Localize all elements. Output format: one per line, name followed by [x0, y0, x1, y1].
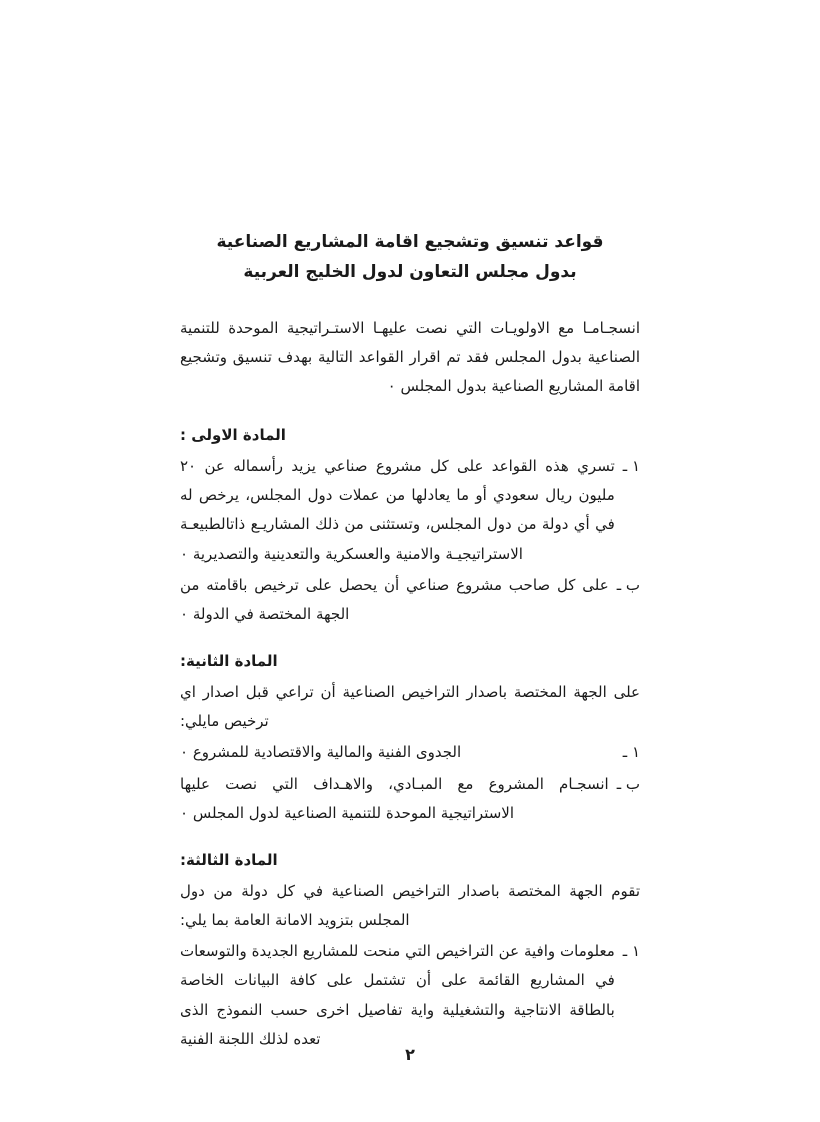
clause-text: معلومات وافية عن التراخيص التي منحت للمشاريع الجديدة والتوسعات في المشاريع القائمة على أن تشتمل على كافة البيانات الخاصة بالطاقة الانتاجية والتشغيلية واية تفاصيل اخرى حسب النموذج الذى تعده لذلك اللجنة الفنية [180, 942, 615, 1048]
preamble-paragraph: انسجـامـا مع الاولويـات التي نصت عليهـا الاستـراتيجية الموحدة للتنمية الصناعية بدول المجلس فقد تم اقرار القواعد التالية بهدف تنسيق وتشجيع اقامة المشاريع الصناعية بدول المجلس ٠ [180, 318, 640, 395]
page-title [180, 228, 640, 288]
section-heading-3: المادة الثالثة: [180, 851, 278, 869]
clause-1-a [180, 452, 640, 569]
section-heading-2: المادة الثانية: [180, 652, 278, 671]
page-number: ٢ [405, 1045, 415, 1064]
spacer [180, 405, 640, 411]
clause-marker: ب ـ [616, 774, 640, 793]
clause-text: الجدوى الفنية والمالية والاقتصادية للمشروع ٠ [180, 743, 462, 762]
page-title-line-1: قواعد تنسيق وتشجيع اقامة المشاريع الصناعية [216, 232, 604, 252]
section-2-intro: على الجهة المختصة باصدار التراخيص الصناعية أن تراعي قبل اصدار اي ترخيص مايلي: [180, 682, 640, 730]
page-title-line-2: بدول مجلس التعاون لدول الخليج العربية [243, 261, 577, 282]
clause-3-a [180, 937, 640, 1054]
clause-marker: ب ـ [616, 575, 640, 594]
clause-1-b [180, 571, 640, 630]
clause-marker: ١ ـ [622, 743, 640, 762]
section-heading-1: المادة الاولى : [180, 426, 286, 445]
clause-text: تسري هذه القواعد على كل مشروع صناعي يزيد رأسماله عن ٢٠ مليون ريال سعودي أو ما يعادلها من عملات دول المجلس، يرخص له في أي دولة من دول المجلس، وتستثنى من ذلك المشاريـع ذاتالطبيعـة الاستراتيجيـة والامنية والعسكرية والتعدينية والتصديرية ٠ [180, 456, 615, 563]
clause-marker: ١ ـ [622, 456, 640, 475]
clause-text: انسجـام المشروع مع المبـادي، والاهـداف التي نصت عليها الاستراتيجية الموحدة للتنمية الصناعية لدول المجلس ٠ [180, 774, 609, 822]
spacer [180, 631, 640, 637]
section-3-intro: تقوم الجهة المختصة باصدار التراخيص الصناعية في كل دولة من دول المجلس بتزويد الامانة العامة بما يلي: [180, 881, 640, 929]
spacer [180, 830, 640, 836]
clause-2-b [180, 770, 640, 829]
clause-text: على كل صاحب مشروع صناعي أن يحصل على ترخيص باقامته من الجهة المختصة في الدولة ٠ [180, 575, 609, 623]
clause-2-a [180, 738, 640, 767]
clause-marker: ١ ـ [622, 942, 640, 960]
